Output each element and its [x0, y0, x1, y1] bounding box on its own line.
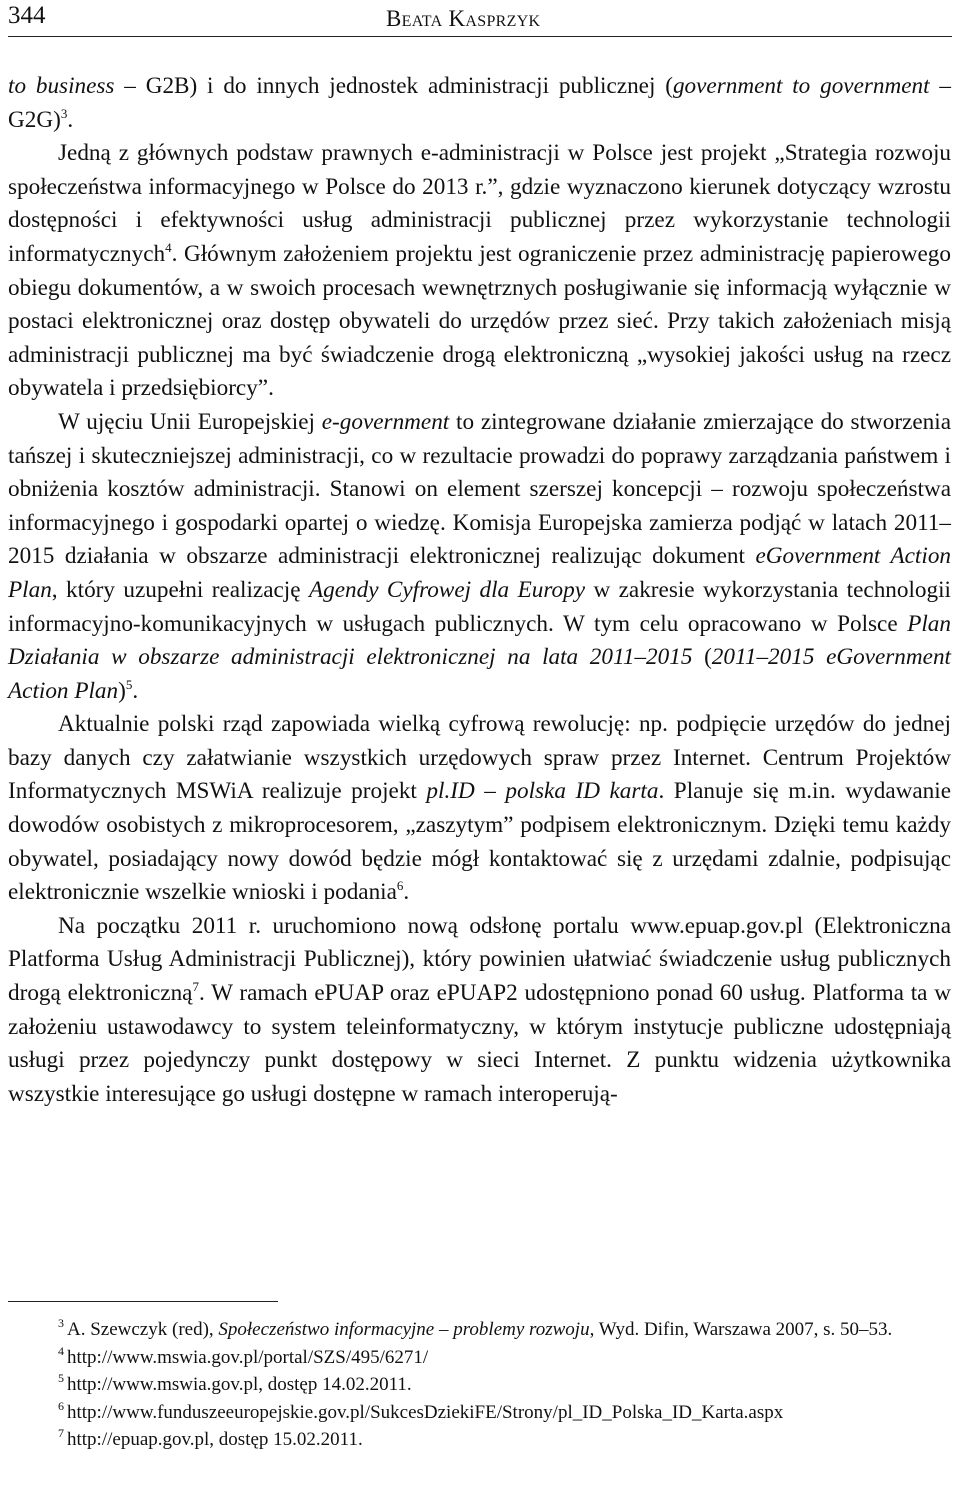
footnote-6-link: http://www.funduszeeuropejskie.gov.pl/SukcesDziekiFE/Strony/pl_ID_Polska_ID_Karta.aspx [67, 1401, 784, 1423]
page-header [8, 0, 952, 37]
paragraph-1: to business – G2B) i do innych jednostek administracji publicznej (government to government – G2G)$^3$. [8, 73, 951, 133]
running-head-author: Beata Kasprzyk [386, 6, 541, 31]
page-number: 344 [8, 2, 46, 29]
footnote-3: $^3$ A. Szewczyk (red), Społeczeństwo informacyjne – problemy rozwoju, Wyd. Difin, Warszawa 2007, s. 50–53. [58, 1316, 893, 1340]
footnote-4-link: http://www.mswia.gov.pl/portal/SZS/495/6271/ [67, 1346, 429, 1368]
footnote-4: $^4$ http://www.mswia.gov.pl/portal/SZS/495/6271/ [58, 1343, 429, 1368]
paragraph-3: W ujęciu Unii Europejskiej e-government to zintegrowane działanie zmierzające do stworzenia tańszej i skuteczniejszej administracji, co w rezultacie prowadzi do poprawy zarządzania państwem i obniżenia kosztów administracji. Stanowi on element szerszej koncepcji – rozwoju społeczeństwa informacyjnego i gospodarki opartej o wiedzę. Komisja Europejska zamierza podjąć w latach 2011–2015 działania w obszarze administracji elektronicznej realizując dokument eGovernment Action Plan, który uzupełni realizację Agendy Cyfrowej dla Europy w zakresie wykorzystania technologii informacyjno-komunikacyjnych w usługach publicznych. W tym celu opracowano w Polsce Plan Działania w obszarze administracji elektronicznej na lata 2011–2015 (2011–2015 eGovernment Action Plan)$^5$. [8, 408, 952, 704]
footnote-7: $^7$ http://epuap.gov.pl, dostęp 15.02.2011. [58, 1426, 363, 1450]
footnotes [8, 1316, 951, 1454]
footnote-ref-5: 5 [125, 676, 133, 692]
paragraph-5: Na początku 2011 r. uruchomiono nową odsłonę portalu www.epuap.gov.pl (Elektroniczna Platforma Usług Administracji Publicznej), który powinien ułatwiać świadczenie usług publicznych drogą elektroniczną$^7$. W ramach ePUAP oraz ePUAP2 udostępniono ponad 60 usług. Platforma ta w założeniu ustawodawcy to system teleinformatyczny, w którym instytucje publiczne udostępniają usługi przez pojedynczy punkt dostępowy w sieci Internet. Z punktu widzenia użytkownika wszystkie interesujące go usługi dostępne w ramach interoperują- [8, 912, 951, 1107]
footnote-5-link: http://www.mswia.gov.pl, dostęp 14.02.2011. [67, 1374, 412, 1395]
footnote-divider [8, 1301, 278, 1302]
footnote-ref-7: 7 [192, 979, 199, 995]
footnote-6: $^6$ http://www.funduszeeuropejskie.gov.pl/SukcesDziekiFE/Strony/pl_ID_Polska_ID_Karta.aspx [58, 1398, 784, 1423]
footnote-ref-4: 4 [165, 239, 172, 255]
main-text [8, 70, 951, 1111]
footnote-5: $^5$ http://www.mswia.gov.pl, dostęp 14.02.2011. [58, 1371, 412, 1395]
footnote-ref-6: 6 [396, 878, 404, 894]
footnote-7-link: http://epuap.gov.pl, dostęp 15.02.2011. [67, 1429, 363, 1450]
footnote-ref-3: 3 [60, 105, 68, 121]
paragraph-4: Aktualnie polski rząd zapowiada wielką cyfrową rewolucję: np. podpięcie urzędów do jednej bazy danych czy załatwianie wszystkich urzędowych spraw przez Internet. Centrum Projektów Informatycznych MSWiA realizuje projekt pl.ID – polska ID karta. Planuje się m.in. wydawanie dowodów osobistych z mikroprocesorem, „zaszytym” podpisem elektronicznym. Dzięki temu każdy obywatel, posiadający nowy dowód będzie mógł kontaktować się z urzędami zdalnie, podpisując elektronicznie wszelkie wnioski i podania$^6$. [8, 711, 951, 906]
paragraph-2: Jedną z głównych podstaw prawnych e-administracji w Polsce jest projekt „Strategia rozwoju społeczeństwa informacyjnego w Polsce do 2013 r.”, gdzie wyznaczono kierunek dotyczący wzrostu dostępności i efektywności usług administracji publicznej przez wykorzystanie technologii informatycznych$^4$. Głównym założeniem projektu jest ograniczenie przez administrację papierowego obiegu dokumentów, a w swoich procesach wewnętrznych posługiwanie się informacją wyłącznie w postaci elektronicznej oraz dostęp obywateli do urzędów przez sieć. Przy takich założeniach misją administracji publicznej ma być świadczenie drogą elektroniczną „wysokiej jakości usług na rzecz obywatela i przedsiębiorcy”. [8, 140, 951, 402]
